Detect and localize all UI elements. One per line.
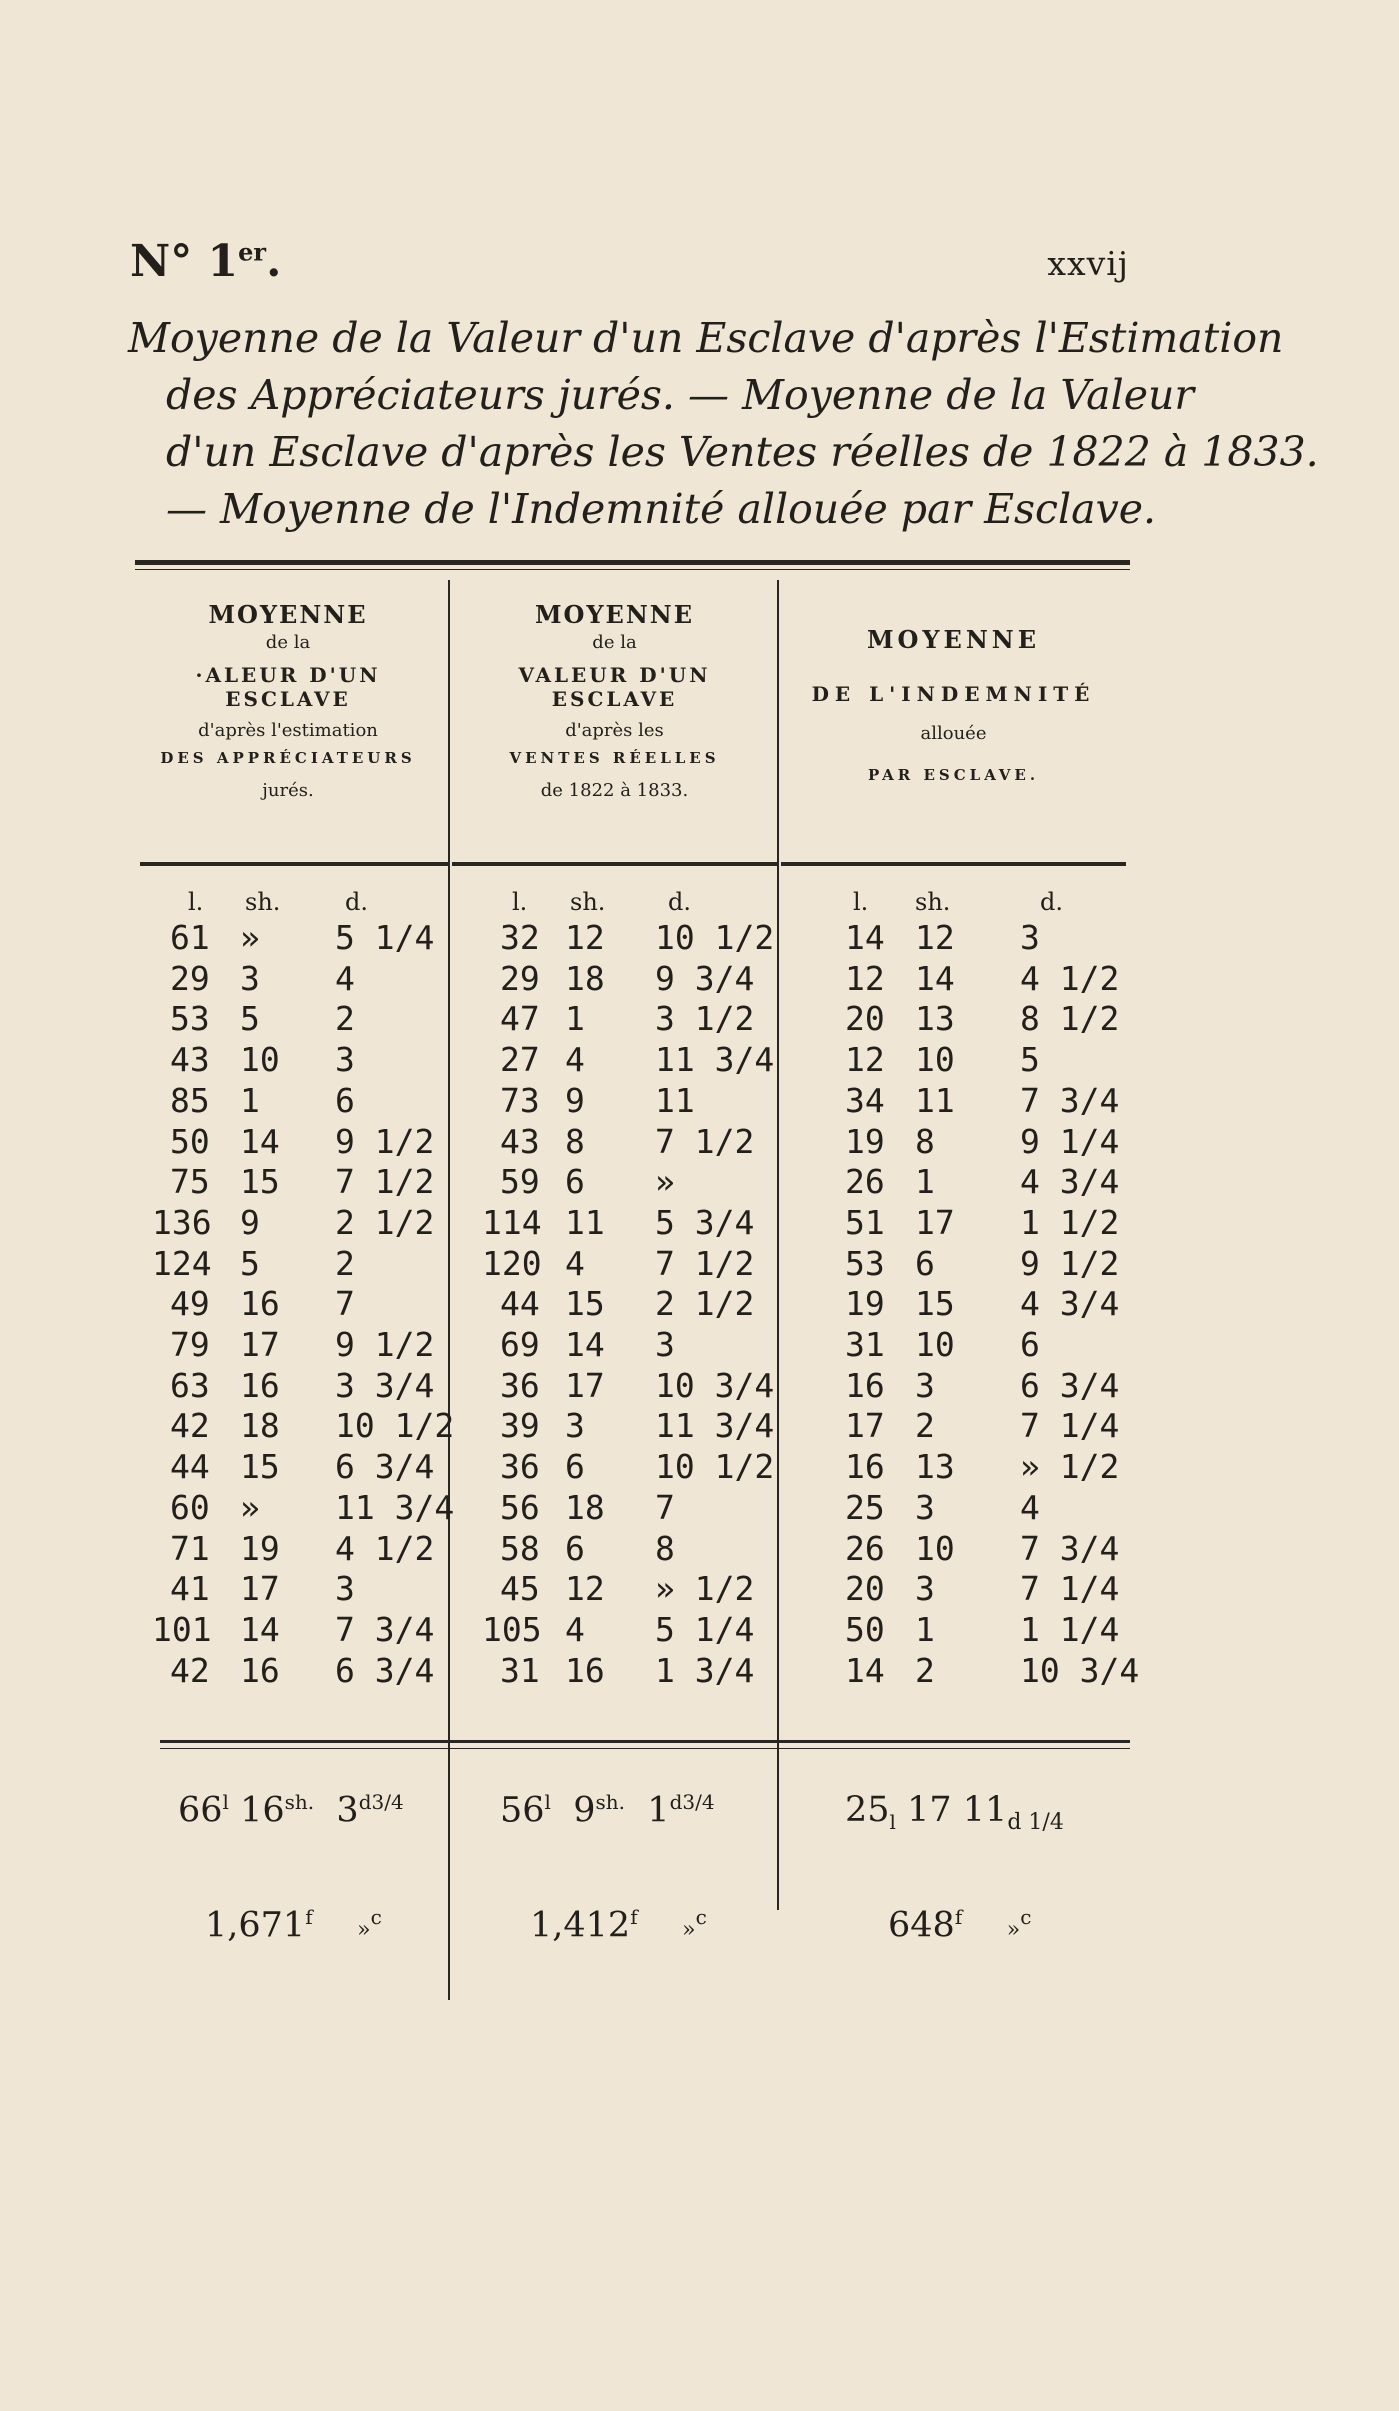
total-pounds: 66 (178, 1790, 223, 1831)
table-cell: 15 (915, 1284, 955, 1324)
table-cell: 4 (565, 1609, 585, 1649)
unit-sup: d3/4 (358, 1790, 404, 1814)
total-shillings: 16 (240, 1790, 285, 1831)
unit-sub: d 1/4 (1007, 1810, 1064, 1835)
table-cell: 26 (845, 1162, 885, 1202)
centimes-value: » (682, 1917, 696, 1943)
table-cell: 9 1/2 (335, 1121, 435, 1161)
table-cell: 3 (335, 1040, 355, 1080)
unit-label: sh. (245, 888, 281, 916)
total-col1 (178, 1790, 404, 1831)
table-cell: 12 (845, 958, 885, 998)
table-cell: 11 3/4 (655, 1406, 775, 1446)
table-cell: 44 (500, 1284, 540, 1324)
title-line: d'un Esclave d'après les Ventes réelles de 1822 à 1833. (166, 428, 1319, 476)
table-cell: 71 (170, 1528, 210, 1568)
column-divider (777, 580, 779, 1910)
table-cell: 14 (240, 1609, 280, 1649)
table-cell: 17 (565, 1365, 605, 1405)
francs-col2 (530, 1905, 707, 1946)
table-cell: 18 (565, 1487, 605, 1527)
francs-col3 (888, 1905, 1031, 1946)
table-cell: 10 (915, 1528, 955, 1568)
table-cell: 1 (915, 1162, 935, 1202)
table-cell: 15 (565, 1284, 605, 1324)
table-cell: 10 1/2 (655, 1447, 775, 1487)
table-cell: 42 (170, 1406, 210, 1446)
header-line: MOYENNE (534, 600, 695, 629)
header-line: MOYENNE (208, 600, 368, 629)
table-cell: 12 (565, 918, 605, 957)
header-line: d'après les (565, 720, 664, 741)
table-cell: 39 (500, 1406, 540, 1446)
table-cell: 17 (915, 1202, 955, 1242)
table-cell: » (240, 1487, 260, 1527)
page-number: xxvij (1047, 244, 1129, 283)
unit-sup: c (695, 1905, 707, 1929)
table-cell: 12 (915, 918, 955, 957)
header-line: de 1822 à 1833. (540, 780, 689, 801)
header-line: MOYENNE (866, 625, 1041, 654)
table-cell: 3 (655, 1325, 675, 1364)
unit-sup: sh. (284, 1790, 315, 1814)
table-cell: 16 (240, 1284, 280, 1324)
table-cell: 7 1/2 (335, 1162, 435, 1202)
table-cell: 114 (482, 1202, 542, 1242)
table-cell: 6 (1020, 1325, 1040, 1364)
table-cell: 3 (240, 958, 260, 998)
table-cell: 44 (170, 1447, 210, 1487)
header-line: de la (592, 632, 637, 653)
table-cell: 8 (915, 1121, 935, 1161)
francs-value: 1,671 (205, 1905, 306, 1946)
table-cell: 6 (335, 1080, 355, 1120)
table-cell: 3 (335, 1569, 355, 1609)
total-pence: 1 (647, 1790, 670, 1831)
table-cell: 14 (915, 958, 955, 998)
table-cell: 101 (152, 1609, 212, 1649)
table-cell: 16 (565, 1650, 605, 1690)
table-cell: 42 (170, 1650, 210, 1690)
table-cell: 50 (170, 1121, 210, 1161)
table-cell: 9 (565, 1080, 585, 1120)
table-cell: 12 (565, 1569, 605, 1609)
table-cell: 15 (240, 1447, 280, 1487)
table-cell: 9 1/2 (1020, 1243, 1120, 1283)
table-cell: 1 (565, 999, 585, 1039)
table-cell: 19 (240, 1528, 280, 1568)
unit-label: sh. (570, 888, 606, 916)
header-line: VENTES RÉELLES (509, 749, 720, 767)
table-cell: 14 (565, 1325, 605, 1364)
table-cell: 136 (152, 1202, 212, 1242)
unit-sup: c (1020, 1905, 1032, 1929)
table-cell: 5 (1020, 1040, 1040, 1080)
table-cell: 5 1/4 (655, 1609, 755, 1649)
unit-sup: l (222, 1790, 229, 1814)
table-cell: 2 (915, 1406, 935, 1446)
table-cell: 79 (170, 1325, 210, 1364)
table-cell: 11 (655, 1080, 695, 1120)
table-cell: 61 (170, 918, 210, 957)
table-cell: 14 (845, 1650, 885, 1690)
table-cell: 10 (915, 1325, 955, 1364)
table-cell: 6 3/4 (1020, 1365, 1120, 1405)
table-cell: 3 1/2 (655, 999, 755, 1039)
header-rule (452, 862, 777, 866)
centimes-value: » (357, 1917, 371, 1943)
table-cell: 18 (240, 1406, 280, 1446)
table-cell: 3 3/4 (335, 1365, 435, 1405)
table-cell: 1 3/4 (655, 1650, 755, 1690)
table-cell: 7 1/2 (655, 1243, 755, 1283)
table-cell: 10 (240, 1040, 280, 1080)
table-cell: 3 (565, 1406, 585, 1446)
total-pounds: 56 (500, 1790, 545, 1831)
table-cell: 25 (845, 1487, 885, 1527)
table-cell: 36 (500, 1365, 540, 1405)
table-cell: 3 (1020, 918, 1040, 957)
table-cell: 11 3/4 (335, 1487, 455, 1527)
table-cell: 120 (482, 1243, 542, 1283)
table-cell: 14 (240, 1121, 280, 1161)
table-cell: 4 1/2 (335, 1528, 435, 1568)
top-rule (135, 560, 1130, 565)
table-cell: 11 3/4 (655, 1040, 775, 1080)
unit-sup: l (544, 1790, 551, 1814)
table-cell: 4 (565, 1040, 585, 1080)
total-pounds: 25 (845, 1790, 890, 1830)
table-cell: 53 (170, 999, 210, 1039)
table-cell: 6 (565, 1447, 585, 1487)
table-cell: 4 (335, 958, 355, 998)
total-rule-thin (160, 1748, 1130, 1749)
unit-label: d. (668, 888, 691, 916)
unit-sup: c (370, 1905, 382, 1929)
table-cell: 4 1/2 (1020, 958, 1120, 998)
table-cell: 8 (565, 1121, 585, 1161)
table-cell: 53 (845, 1243, 885, 1283)
table-cell: 19 (845, 1121, 885, 1161)
column-header-sales (452, 600, 777, 805)
table-cell: 16 (845, 1365, 885, 1405)
total-col2 (500, 1790, 715, 1831)
header-line: ·ALEUR D'UN ESCLAVE (195, 663, 381, 711)
francs-value: 648 (888, 1905, 955, 1946)
unit-label: l. (512, 888, 528, 916)
centimes-value: » (1006, 1917, 1021, 1943)
unit-label: l. (853, 888, 869, 916)
table-cell: 43 (170, 1040, 210, 1080)
unit-sup: d3/4 (669, 1790, 715, 1814)
table-cell: 16 (240, 1650, 280, 1690)
table-cell: 7 1/2 (655, 1121, 755, 1161)
total-pence: 3 (336, 1790, 359, 1831)
column-divider (448, 580, 450, 2000)
table-cell: 6 (565, 1528, 585, 1568)
table-cell: 9 1/2 (335, 1325, 435, 1364)
header-line: VALEUR D'UN ESCLAVE (518, 663, 711, 711)
header-rule (781, 862, 1126, 866)
unit-sup: f (954, 1905, 963, 1929)
table-cell: 5 (240, 1243, 260, 1283)
total-shillings: 9 (573, 1790, 596, 1831)
table-cell: 7 3/4 (335, 1609, 435, 1649)
title-line: — Moyenne de l'Indemnité allouée par Esclave. (166, 485, 1157, 533)
table-cell: 7 1/4 (1020, 1569, 1120, 1609)
table-cell: 19 (845, 1284, 885, 1324)
table-cell: 41 (170, 1569, 210, 1609)
table-cell: 13 (915, 999, 955, 1039)
table-cell: 9 3/4 (655, 958, 755, 998)
table-cell: 49 (170, 1284, 210, 1324)
table-cell: 7 3/4 (1020, 1528, 1120, 1568)
table-cell: » 1/2 (655, 1569, 755, 1609)
table-cell: 36 (500, 1447, 540, 1487)
table-cell: 6 (565, 1162, 585, 1202)
title-line: Moyenne de la Valeur d'un Esclave d'après l'Estimation (128, 314, 1284, 362)
unit-label: l. (188, 888, 204, 916)
table-cell: 4 3/4 (1020, 1162, 1120, 1202)
table-cell: 59 (500, 1162, 540, 1202)
table-cell: 4 3/4 (1020, 1284, 1120, 1324)
header-line: jurés. (262, 780, 314, 801)
top-rule-thin (135, 569, 1130, 570)
header-line: de la (265, 632, 311, 653)
table-cell: 5 3/4 (655, 1202, 755, 1242)
table-cell: 7 (335, 1284, 355, 1324)
table-title (128, 310, 1319, 538)
table-cell: 63 (170, 1365, 210, 1405)
table-cell: 31 (845, 1325, 885, 1364)
table-cell: 17 (240, 1325, 280, 1364)
table-cell: 3 (915, 1487, 935, 1527)
table-cell: 9 (240, 1202, 260, 1242)
table-cell: 16 (240, 1365, 280, 1405)
table-cell: 105 (482, 1609, 542, 1649)
header-line: DE L'INDEMNITÉ (811, 682, 1096, 706)
table-cell: 4 (1020, 1487, 1040, 1527)
table-cell: 85 (170, 1080, 210, 1120)
table-number: N° 1er. (130, 236, 282, 287)
table-cell: 60 (170, 1487, 210, 1527)
unit-sup: f (305, 1905, 313, 1929)
table-cell: 16 (845, 1447, 885, 1487)
table-cell: 7 (655, 1487, 675, 1527)
table-cell: 3 (915, 1365, 935, 1405)
table-cell: 6 (915, 1243, 935, 1283)
unit-sup: f (630, 1905, 638, 1929)
table-cell: 10 (915, 1040, 955, 1080)
table-cell: 2 (335, 1243, 355, 1283)
table-cell: 4 (565, 1243, 585, 1283)
table-cell: 6 3/4 (335, 1447, 435, 1487)
table-cell: 15 (240, 1162, 280, 1202)
table-cell: » (240, 918, 260, 957)
table-cell: 2 (915, 1650, 935, 1690)
header-rule (140, 862, 448, 866)
unit-label: d. (345, 888, 368, 916)
table-cell: 20 (845, 1569, 885, 1609)
table-cell: 1 (240, 1080, 260, 1120)
table-cell: 45 (500, 1569, 540, 1609)
table-cell: 29 (170, 958, 210, 998)
table-cell: 14 (845, 918, 885, 957)
table-cell: 50 (845, 1609, 885, 1649)
header-line: allouée (920, 723, 987, 744)
table-cell: 2 (335, 999, 355, 1039)
table-cell: 6 3/4 (335, 1650, 435, 1690)
table-cell: 31 (500, 1650, 540, 1690)
table-cell: 73 (500, 1080, 540, 1120)
table-cell: 10 3/4 (655, 1365, 775, 1405)
total-shillings: 17 (907, 1790, 952, 1830)
table-cell: 10 1/2 (335, 1406, 455, 1446)
header-line: DES APPRÉCIATEURS (160, 749, 416, 767)
table-cell: 1 (915, 1609, 935, 1649)
table-cell: 2 1/2 (335, 1202, 435, 1242)
francs-col1 (205, 1905, 382, 1946)
table-cell: 3 (915, 1569, 935, 1609)
table-cell: 18 (565, 958, 605, 998)
table-cell: 69 (500, 1325, 540, 1364)
table-cell: 8 (655, 1528, 675, 1568)
table-cell: 13 (915, 1447, 955, 1487)
table-cell: 12 (845, 1040, 885, 1080)
table-cell: 51 (845, 1202, 885, 1242)
table-cell: 1 1/2 (1020, 1202, 1120, 1242)
unit-sup: sh. (595, 1790, 626, 1814)
table-cell: 10 3/4 (1020, 1650, 1140, 1690)
table-cell: 11 (915, 1080, 955, 1120)
table-cell: 11 (565, 1202, 605, 1242)
table-cell: 56 (500, 1487, 540, 1527)
total-col3 (845, 1790, 1064, 1835)
table-cell: 5 1/4 (335, 918, 435, 957)
column-header-appraisers (128, 600, 448, 805)
total-rule (160, 1740, 1130, 1743)
table-cell: 26 (845, 1528, 885, 1568)
table-cell: 27 (500, 1040, 540, 1080)
table-cell: 20 (845, 999, 885, 1039)
table-cell: 34 (845, 1080, 885, 1120)
table-cell: 58 (500, 1528, 540, 1568)
table-cell: 32 (500, 918, 540, 957)
header-line: PAR ESCLAVE. (867, 766, 1040, 784)
header-line: d'après l'estimation (198, 720, 378, 741)
table-cell: 75 (170, 1162, 210, 1202)
table-cell: 17 (240, 1569, 280, 1609)
table-cell: 2 1/2 (655, 1284, 755, 1324)
column-header-indemnity (781, 625, 1126, 784)
unit-label: d. (1040, 888, 1063, 916)
table-cell: 5 (240, 999, 260, 1039)
table-cell: 124 (152, 1243, 212, 1283)
table-cell: » (655, 1162, 675, 1202)
unit-label: sh. (915, 888, 951, 916)
table-cell: 7 1/4 (1020, 1406, 1120, 1446)
title-line: des Appréciateurs jurés. — Moyenne de la Valeur (166, 371, 1195, 419)
table-cell: » 1/2 (1020, 1447, 1120, 1487)
table-cell: 17 (845, 1406, 885, 1446)
table-cell: 8 1/2 (1020, 999, 1120, 1039)
table-cell: 47 (500, 999, 540, 1039)
table-cell: 10 1/2 (655, 918, 775, 957)
table-cell: 1 1/4 (1020, 1609, 1120, 1649)
table-cell: 7 3/4 (1020, 1080, 1120, 1120)
francs-value: 1,412 (530, 1905, 631, 1946)
table-cell: 29 (500, 958, 540, 998)
table-cell: 43 (500, 1121, 540, 1161)
table-cell: 9 1/4 (1020, 1121, 1120, 1161)
unit-sub: l (889, 1810, 896, 1834)
total-pence: 11 (962, 1790, 1008, 1830)
